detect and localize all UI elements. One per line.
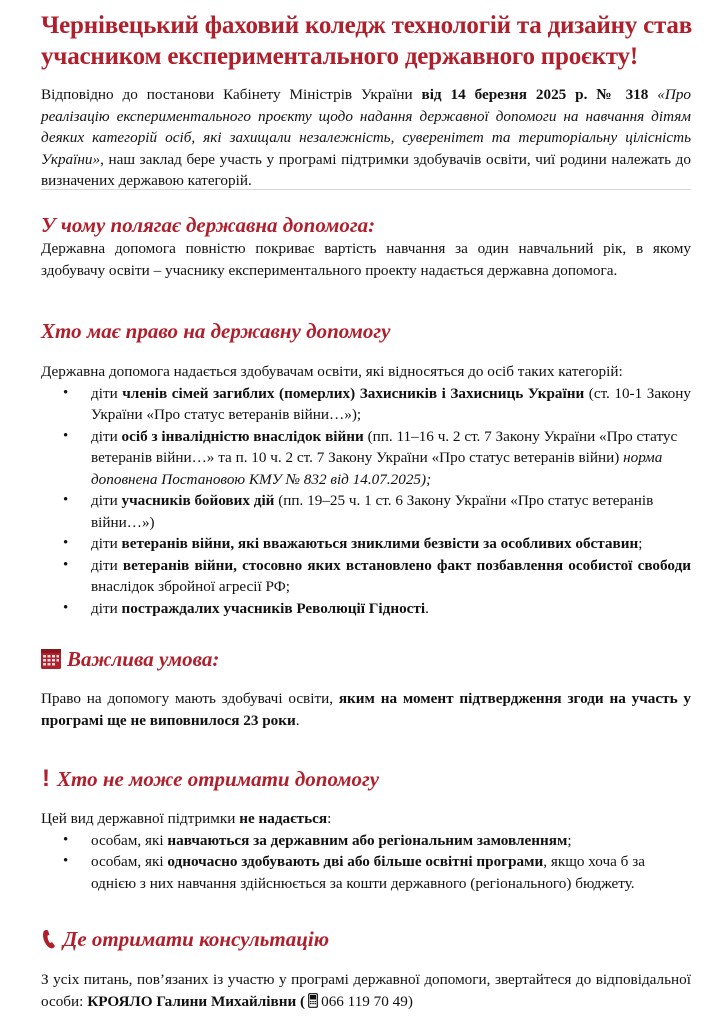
contact-person: КРОЯЛО Галини Михайлівни ( <box>87 992 306 1010</box>
condition-text: Право на допомогу мають здобувачі освіти, яким на момент підтвердження згоди на участь у програмі ще не виповнилося 23 роки. <box>41 690 692 729</box>
eligible-lead: Державна допомога надається здобувачам освіти, які відносяться до осіб таких категорій: <box>41 363 623 380</box>
heading-excluded: ! Хто не може отримати допомогу <box>42 765 380 792</box>
contact-phone[interactable]: 066 119 70 49 <box>321 992 408 1010</box>
contact-text: З усіх питань, пов’язаних із участю у програмі державної допомоги, звертайтеся до відповідальної особи: КРОЯЛО Галини Михайлівни ( 066 119 70 49) <box>41 971 691 1010</box>
heading-eligible: Хто має право на державну допомогу <box>41 319 391 343</box>
list-item: • особам, які навчаються за державним або регіональним замовленням; <box>41 830 691 852</box>
aid-description: Державна допомога повністю покриває вартість навчання за один навчальний рік, в якому здобувачу освіти – учаснику експериментального проекту надається державна допомога. <box>41 240 691 279</box>
heading-contact: Де отримати консультацію <box>41 926 329 952</box>
intro-paragraph: Відповідно до постанови Кабінету Міністрів України від 14 березня 2025 р. № 318 «Про реалізацію експериментального проєкту щодо надання державної допомоги на навчання дітям деяких категорій осіб, які захищали незалежність, суверенітет та територіальну цілісність України», наш заклад бере участь у програмі підтримки здобувачів освіти, чиї родини належать до визначених державою категорій. <box>41 86 692 189</box>
exclamation-icon: ! <box>42 765 50 792</box>
section-divider <box>41 189 691 190</box>
list-item: • особам, які одночасно здобувають дві або більше освітні програми, якщо хоча б за однією з них навчання здійснюється за кошти державного (регіонального) бюджету. <box>41 851 691 894</box>
list-item: • діти осіб з інвалідністю внаслідок війни (пп. 11–16 ч. 2 ст. 7 Закону України «Про статус ветеранів війни…» та п. 10 ч. 2 ст. 7 Закону України «Про статус ветеранів війни) норма доповнена Постановою КМУ № 832 від 14.07.2025); <box>41 426 691 491</box>
list-item: • діти ветеранів війни, які вважаються зниклими безвісти за особливих обставин; <box>41 533 691 555</box>
page-title: Чернівецький фаховий коледж технологій та дизайну став учасником експериментального державного проєкту! <box>41 12 693 70</box>
decree-reference: від 14 березня 2025 р. № 318 <box>421 86 649 103</box>
list-item: • діти учасників бойових дій (пп. 19–25 ч. 1 ст. 6 Закону України «Про статус ветеранів війни…») <box>41 490 691 533</box>
eligible-block <box>41 361 691 619</box>
excluded-list <box>41 830 691 895</box>
list-item: • діти ветеранів війни, стосовно яких встановлено факт позбавлення особистої свободи внаслідок збройної агресії РФ; <box>41 555 691 598</box>
heading-aid: У чому полягає державна допомога: <box>41 213 376 237</box>
excluded-block <box>41 808 691 894</box>
calendar-icon <box>41 649 61 669</box>
list-item: • діти постраждалих учасників Революції Гідності. <box>41 598 691 620</box>
list-item: • діти членів сімей загиблих (померлих) Захисників і Захисниць України (ст. 10-1 Закону України «Про статус ветеранів війни…»); <box>41 383 691 426</box>
phone-icon <box>41 929 57 949</box>
eligible-list <box>41 383 691 620</box>
decree-title: «Про реалізацію експериментального проєкту щодо надання державної допомоги на навчання дітям деяких категорій осіб, які захищали незалежність, суверенітет та територіальну цілісність України» <box>41 86 692 168</box>
excluded-lead: Цей вид державної підтримки не надається: <box>41 810 332 827</box>
mobile-phone-icon <box>308 993 318 1008</box>
heading-condition: Важлива умова: <box>41 646 219 672</box>
